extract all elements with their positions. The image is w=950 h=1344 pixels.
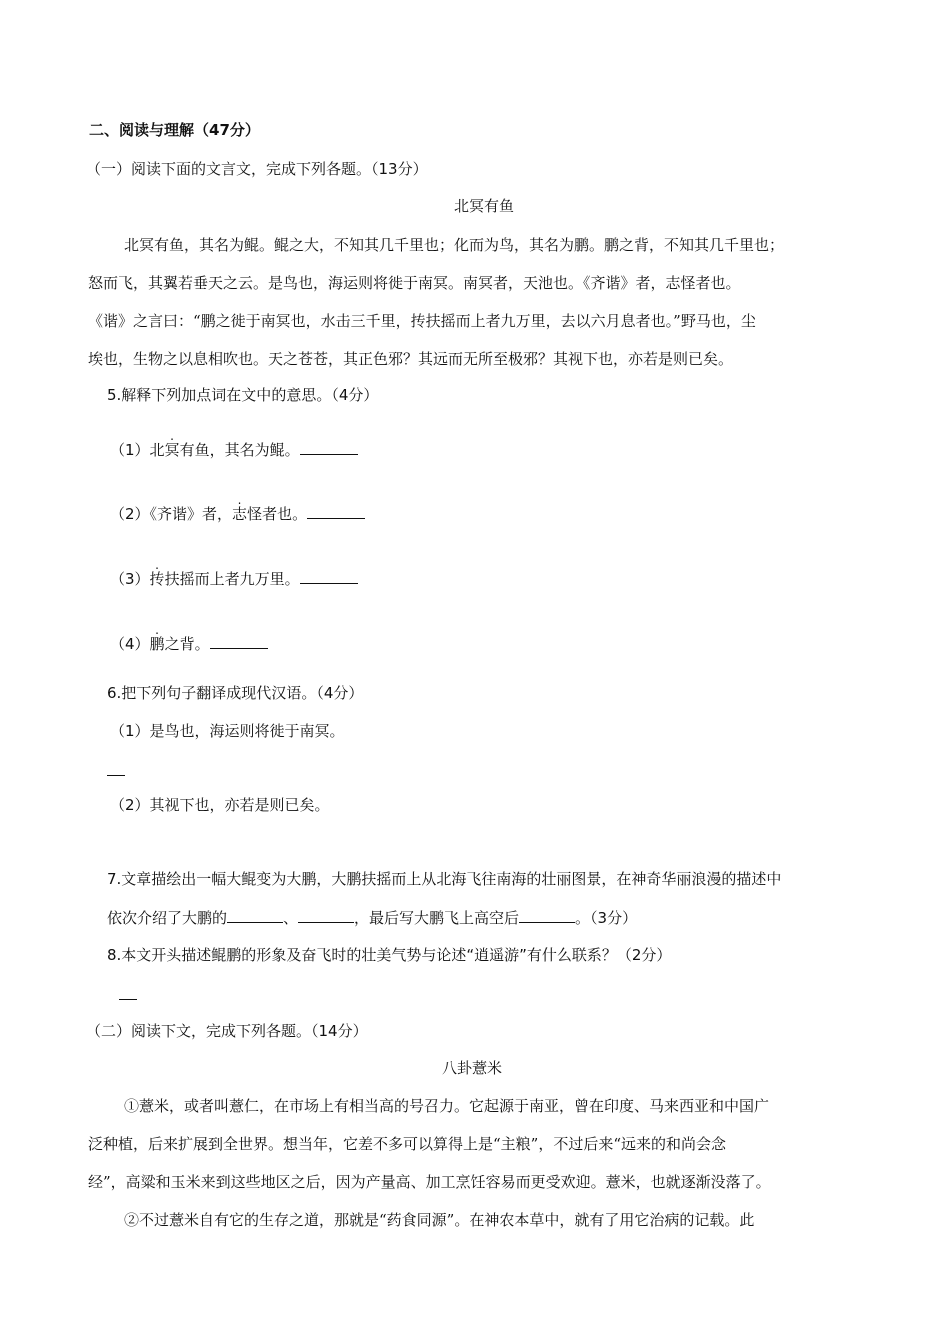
answer-line[interactable] xyxy=(119,999,137,1000)
part1-intro: （一）阅读下面的文言文，完成下列各题。（13分） xyxy=(86,160,428,178)
part2-intro: （二）阅读下文，完成下列各题。（14分） xyxy=(86,1022,368,1040)
q5-item-3: （3） . 抟扶摇而上者九万里。 xyxy=(110,568,358,589)
q7-line-2: 依次介绍了大鹏的 、 ，最后写大鹏飞上高空后 。（3分） xyxy=(107,909,638,927)
answer-blank[interactable] xyxy=(300,568,358,584)
q8-stem: 8.本文开头描述鲲鹏的形象及奋飞时的壮美气势与论述“逍遥游”有什么联系？（2分） xyxy=(107,946,672,964)
answer-blank[interactable] xyxy=(298,907,354,923)
q6-stem: 6.把下列句子翻译成现代汉语。（4分） xyxy=(107,684,364,702)
passage2-line: 经”，高粱和玉米来到这些地区之后，因为产量高、加工烹饪容易而更受欢迎。薏米，也就逐渐没落了。 xyxy=(88,1173,771,1191)
q6-item-1: （1）是鸟也，海运则将徙于南冥。 xyxy=(110,722,345,740)
passage1-line: 《谐》之言曰：“鹏之徙于南冥也，水击三千里，抟扶摇而上者九万里，去以六月息者也。”野马也，尘 xyxy=(88,312,756,330)
answer-blank[interactable] xyxy=(307,503,365,519)
section-heading: 二、阅读与理解（47分） xyxy=(89,121,260,139)
q7-line-1: 7.文章描绘出一幅大鲲变为大鹏，大鹏扶摇而上从北海飞往南海的壮丽图景，在神奇华丽浪漫的描述中 xyxy=(107,870,782,888)
q5-item-2: （2）《齐谐》者， . 志怪者也。 xyxy=(110,503,365,524)
answer-blank[interactable] xyxy=(519,907,575,923)
passage1-line: 怒而飞，其翼若垂天之云。是鸟也，海运则将徙于南冥。南冥者，天池也。《齐谐》者，志怪者也。 xyxy=(88,274,741,292)
q5-stem: 5.解释下列加点词在文中的意思。（4分） xyxy=(107,386,379,404)
passage1-title: 北冥有鱼 xyxy=(454,197,515,215)
passage1-line: 埃也，生物之以息相吹也。天之苍苍，其正色邪？其远而无所至极邪？其视下也，亦若是则已矣。 xyxy=(88,350,734,368)
answer-blank[interactable] xyxy=(227,907,283,923)
answer-blank[interactable] xyxy=(210,633,268,649)
passage2-title: 八卦薏米 xyxy=(442,1059,503,1077)
answer-blank[interactable] xyxy=(300,439,358,455)
answer-line[interactable] xyxy=(107,775,125,776)
passage2-line: ②不过薏米自有它的生存之道，那就是“药食同源”。在神农本草中，就有了用它治病的记载。此 xyxy=(124,1211,755,1229)
passage1-line: 北冥有鱼，其名为鲲。鲲之大，不知其几千里也；化而为鸟，其名为鹏。鹏之背，不知其几千里也； xyxy=(124,236,785,254)
passage2-line: ①薏米，或者叫薏仁，在市场上有相当高的号召力。它起源于南亚，曾在印度、马来西亚和中国广 xyxy=(124,1097,770,1115)
passage2-line: 泛种植，后来扩展到全世界。想当年，它差不多可以算得上是“主粮”，不过后来“远来的和尚会念 xyxy=(88,1135,727,1153)
q5-item-1: （1）北 . 冥有鱼，其名为鲲。 xyxy=(110,439,358,460)
q5-item-4: （4） . 鹏之背。 xyxy=(110,633,268,654)
q6-item-2: （2）其视下也，亦若是则已矣。 xyxy=(110,796,330,814)
